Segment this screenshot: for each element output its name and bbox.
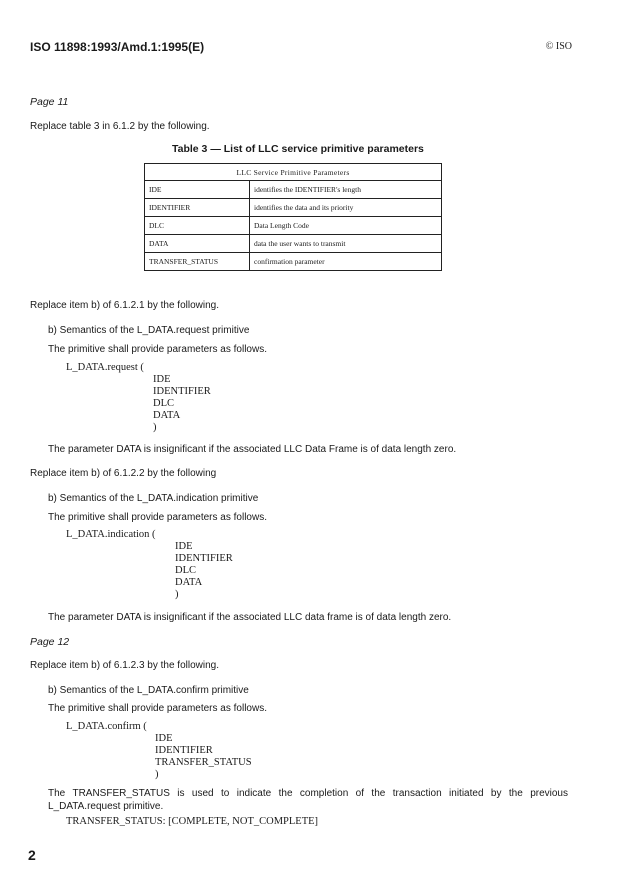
param-cell: IDENTIFIER <box>145 199 250 217</box>
page-reference: Page 11 <box>30 96 69 108</box>
table-row <box>145 253 442 271</box>
primitive-param: IDE <box>153 374 171 385</box>
primitive-param: IDE <box>155 733 173 744</box>
table-header-cell: LLC Service Primitive Parameters <box>145 164 442 181</box>
param-cell: TRANSFER_STATUS <box>145 253 250 271</box>
instruction-text: Replace table 3 in 6.1.2 by the following. <box>30 121 210 132</box>
desc-cell: identifies the data and its priority <box>250 199 442 217</box>
table-row <box>145 235 442 253</box>
primitive-call: L_DATA.confirm ( <box>66 721 147 732</box>
primitive-param: DATA <box>175 577 203 588</box>
primitive-call: L_DATA.request ( <box>66 362 144 373</box>
copyright-mark: © ISO <box>545 41 572 52</box>
primitive-param: DLC <box>175 565 196 576</box>
table-row <box>145 199 442 217</box>
desc-cell: confirmation parameter <box>250 253 442 271</box>
primitive-close: ) <box>153 422 157 433</box>
primitive-param: DLC <box>153 398 174 409</box>
provide-text: The primitive shall provide parameters as follows. <box>48 344 267 355</box>
status-definition: TRANSFER_STATUS: [COMPLETE, NOT_COMPLETE] <box>66 816 319 827</box>
note-text: The parameter DATA is insignificant if the associated LLC Data Frame is of data length zero. <box>48 444 457 455</box>
note-text: The parameter DATA is insignificant if the associated LLC data frame is of data length zero. <box>48 612 452 623</box>
instruction-text: Replace item b) of 6.1.2.3 by the following. <box>30 660 219 671</box>
param-cell: IDE <box>145 181 250 199</box>
param-cell: DLC <box>145 217 250 235</box>
primitive-close: ) <box>175 589 179 600</box>
table-header-row <box>145 164 442 181</box>
primitive-param: IDENTIFIER <box>175 553 233 564</box>
semantics-heading: b) Semantics of the L_DATA.request primitive <box>48 325 250 336</box>
table-title: Table 3 — List of LLC service primitive parameters <box>172 143 424 155</box>
primitive-param: IDENTIFIER <box>155 745 213 756</box>
provide-text: The primitive shall provide parameters as follows. <box>48 703 267 714</box>
page-number: 2 <box>28 847 36 863</box>
provide-text: The primitive shall provide parameters as follows. <box>48 512 267 523</box>
desc-cell: Data Length Code <box>250 217 442 235</box>
document-id: ISO 11898:1993/Amd.1:1995(E) <box>30 40 205 54</box>
desc-cell: data the user wants to transmit <box>250 235 442 253</box>
primitive-param: DATA <box>153 410 181 421</box>
instruction-text: Replace item b) of 6.1.2.2 by the following <box>30 468 217 479</box>
primitive-close: ) <box>155 769 159 780</box>
instruction-text: Replace item b) of 6.1.2.1 by the following. <box>30 300 219 311</box>
primitive-param: IDENTIFIER <box>153 386 211 397</box>
primitive-param: TRANSFER_STATUS <box>155 757 252 768</box>
note-paragraph: The TRANSFER_STATUS is used to indicate the completion of the transaction initiated by the previous L_DATA.request primitive. <box>48 788 568 812</box>
parameters-table <box>144 163 442 271</box>
param-cell: DATA <box>145 235 250 253</box>
table-row <box>145 181 442 199</box>
primitive-param: IDE <box>175 541 193 552</box>
desc-cell: identifies the IDENTIFIER's length <box>250 181 442 199</box>
primitive-call: L_DATA.indication ( <box>66 529 156 540</box>
semantics-heading: b) Semantics of the L_DATA.indication primitive <box>48 493 259 504</box>
page-reference: Page 12 <box>30 636 70 648</box>
semantics-heading: b) Semantics of the L_DATA.confirm primitive <box>48 685 249 696</box>
table-row <box>145 217 442 235</box>
